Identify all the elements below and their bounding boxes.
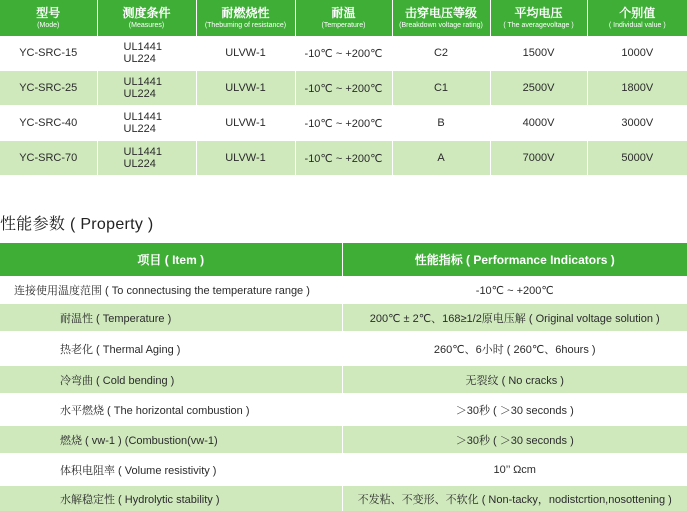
item-cell: 燃烧 ( vw-1 ) (Combustion(vw-1): [0, 426, 342, 453]
individual-cell: 5000V: [587, 141, 687, 176]
table-row: [0, 453, 687, 486]
temperature-cell: -10℃ ~ +200℃: [295, 36, 392, 71]
header-measures: 测度条件 (Measures): [97, 0, 196, 36]
temperature-cell: -10℃ ~ +200℃: [295, 71, 392, 106]
value-cell: ＞30秒 ( ＞30 seconds ): [342, 393, 687, 426]
value-cell: 无裂纹 ( No cracks ): [342, 366, 687, 393]
model-cell: YC-SRC-15: [0, 36, 97, 71]
item-cell: 冷弯曲 ( Cold bending ): [0, 366, 342, 393]
table-row: [0, 141, 687, 176]
average-cell: 7000V: [490, 141, 587, 176]
model-cell: YC-SRC-70: [0, 141, 97, 176]
measures-cell: UL1441 UL224: [97, 141, 196, 176]
burning-cell: ULVW-1: [196, 106, 295, 141]
average-cell: 1500V: [490, 36, 587, 71]
table-row: [0, 366, 687, 393]
model-cell: YC-SRC-40: [0, 106, 97, 141]
individual-cell: 1800V: [587, 71, 687, 106]
rating-cell: C1: [392, 71, 490, 106]
item-cell: 耐温性 ( Temperature ): [0, 304, 342, 331]
table-row: [0, 36, 687, 71]
measures-cell: UL1441 UL224: [97, 106, 196, 141]
burning-cell: ULVW-1: [196, 71, 295, 106]
value-cell: 260℃、6小时 ( 260℃、6hours ): [342, 331, 687, 366]
value-cell: -10℃ ~ +200℃: [342, 276, 687, 304]
value-cell: ＞30秒 ( ＞30 seconds ): [342, 426, 687, 453]
header-performance: 性能指标 ( Performance Indicators ): [342, 243, 687, 276]
model-cell: YC-SRC-25: [0, 71, 97, 106]
rating-cell: B: [392, 106, 490, 141]
value-cell: 不发粘、不变形、不软化 ( Non-tacky，nodistcrtion,nosottening ): [342, 486, 687, 511]
header-burning: 耐燃烧性 (Thebuming of resistance): [196, 0, 295, 36]
individual-cell: 1000V: [587, 36, 687, 71]
header-temperature: 耐温 (Temperature): [295, 0, 392, 36]
header-rating: 击穿电压等级 (Breakdown voltage rating): [392, 0, 490, 36]
table-row: [0, 331, 687, 366]
rating-cell: A: [392, 141, 490, 176]
table-row: [0, 71, 687, 106]
header-average: 平均电压 ( The averagevoltage ): [490, 0, 587, 36]
table-row: [0, 106, 687, 141]
header-individual: 个别值 ( Individual value ): [587, 0, 687, 36]
table-row: [0, 486, 687, 511]
value-cell: 200℃ ± 2℃、168≥1/2原电压解 ( Original voltage solution ): [342, 304, 687, 331]
item-cell: 热老化 ( Thermal Aging ): [0, 331, 342, 366]
value-cell: 10’’ Ωcm: [342, 453, 687, 486]
table-row: [0, 304, 687, 331]
burning-cell: ULVW-1: [196, 141, 295, 176]
average-cell: 2500V: [490, 71, 587, 106]
rating-cell: C2: [392, 36, 490, 71]
item-cell: 水解稳定性 ( Hydrolytic stability ): [0, 486, 342, 511]
temperature-cell: -10℃ ~ +200℃: [295, 141, 392, 176]
average-cell: 4000V: [490, 106, 587, 141]
section-title: 性能参数 ( Property ): [0, 216, 154, 233]
item-cell: 连接使用温度范围 ( To connectusing the temperature range ): [0, 276, 342, 304]
table-row: [0, 426, 687, 453]
item-cell: 水平燃烧 ( The horizontal combustion ): [0, 393, 342, 426]
table-row: [0, 276, 687, 304]
table-row: [0, 393, 687, 426]
property-table-header-row: [0, 243, 687, 276]
temperature-cell: -10℃ ~ +200℃: [295, 106, 392, 141]
item-cell: 体积电阻率 ( Volume resistivity ): [0, 453, 342, 486]
individual-cell: 3000V: [587, 106, 687, 141]
measures-cell: UL1441 UL224: [97, 36, 196, 71]
model-table-header-row: [0, 0, 687, 36]
model-spec-table: [0, 0, 687, 176]
header-model: 型号 (Mode): [0, 0, 97, 36]
measures-cell: UL1441 UL224: [97, 71, 196, 106]
property-table: [0, 243, 687, 511]
burning-cell: ULVW-1: [196, 36, 295, 71]
header-item: 项目 ( Item ): [0, 243, 342, 276]
